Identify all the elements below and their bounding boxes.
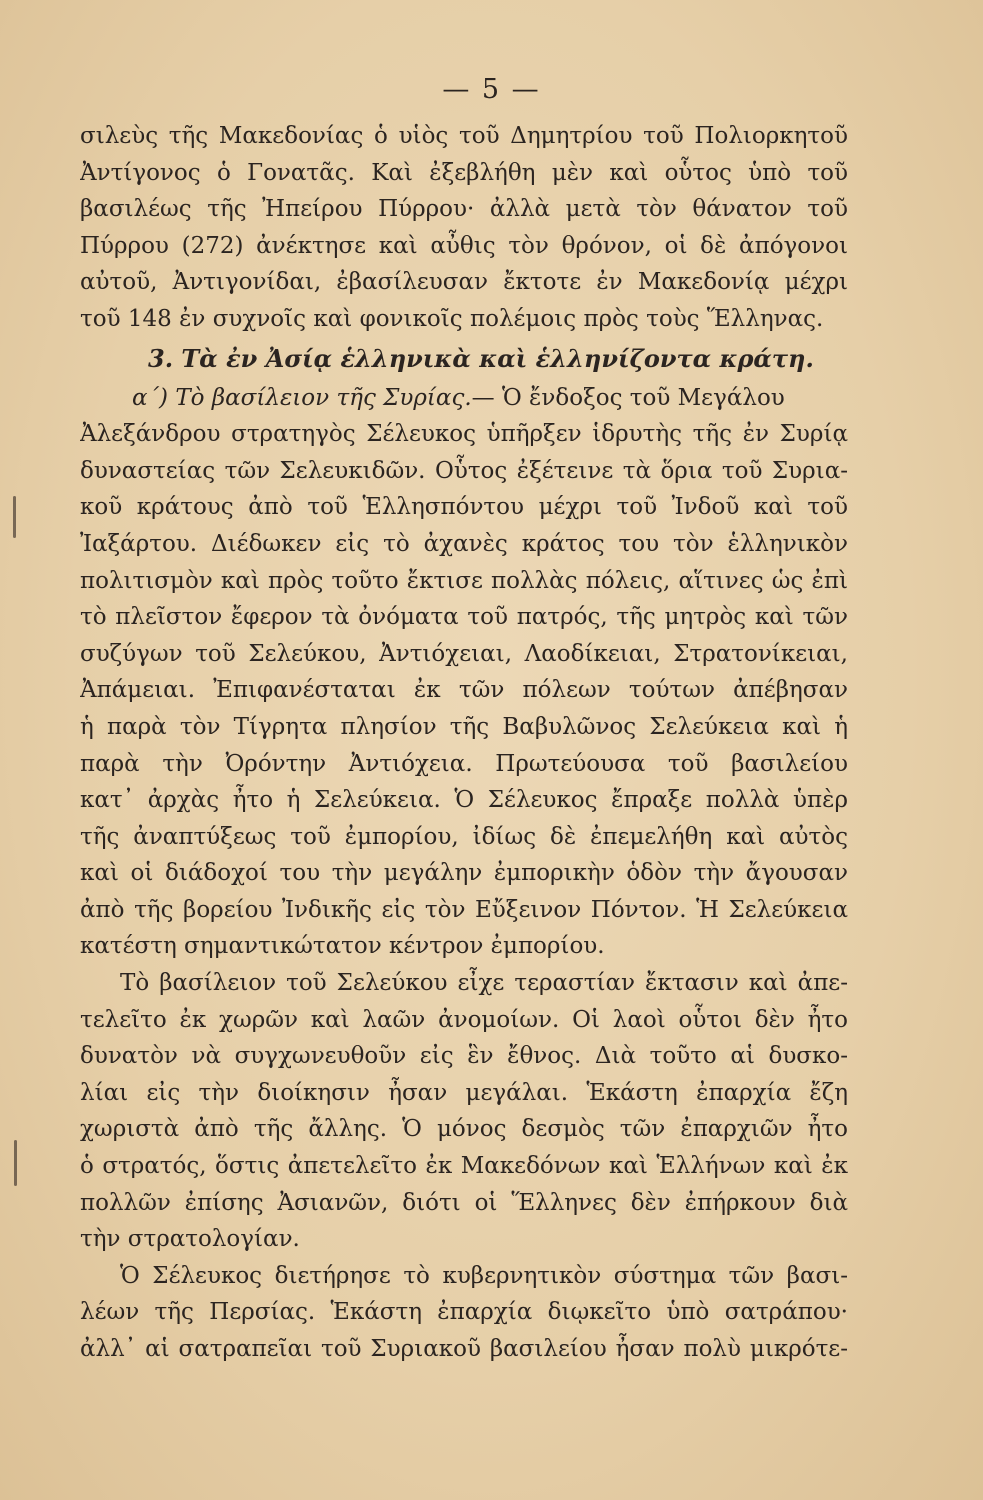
text-line: ἀλλ᾽ αἱ σατραπεῖαι τοῦ Συριακοῦ βασιλείου ἦσαν πολὺ μικρότε- — [80, 1336, 848, 1362]
text-line: βασιλέως τῆς Ἠπείρου Πύρρου· ἀλλὰ μετὰ τὸν θάνατον τοῦ — [80, 196, 848, 223]
text-line: κατ᾽ ἀρχὰς ἦτο ἡ Σελεύκεια. Ὁ Σέλευκος ἔπραξε πολλὰ ὑπὲρ — [80, 787, 848, 814]
paragraph-4 — [80, 1258, 848, 1368]
text-line: αὐτοῦ, Ἀντιγονίδαι, ἐβασίλευσαν ἔκτοτε ἐν Μακεδονίᾳ μέχρι — [80, 269, 848, 296]
text-line: τοῦ 148 ἐν συχνοῖς καὶ φονικοῖς πολέμοις πρὸς τοὺς Ἕλληνας. — [80, 305, 824, 332]
text-line: ὁ στρατός, ὅστις ἀπετελεῖτο ἐκ Μακεδόνων καὶ Ἑλλήνων καὶ ἐκ — [80, 1153, 848, 1180]
text-line: δυνατὸν νὰ συγχωνευθοῦν εἰς ἓν ἔθνος. Διὰ τοῦτο αἱ δυσκο- — [80, 1043, 848, 1070]
text-line: κατέστη σημαντικώτατον κέντρον ἐμπορίου. — [80, 933, 605, 960]
text-line: συζύγων τοῦ Σελεύκου, Ἀντιόχειαι, Λαοδίκειαι, Στρατονίκειαι, — [80, 640, 848, 667]
paragraph-2 — [80, 416, 848, 965]
text-line: Ἰαξάρτου. Διέδωκεν εἰς τὸ ἀχανὲς κράτος του τὸν ἑλληνικὸν — [80, 530, 848, 557]
text-line: καὶ οἱ διάδοχοί του τὴν μεγάλην ἐμπορικὴν ὁδὸν τὴν ἄγουσαν — [80, 860, 848, 887]
text-line: λίαι εἰς τὴν διοίκησιν ἦσαν μεγάλαι. Ἑκάστη ἐπαρχία ἔζη — [80, 1079, 848, 1106]
text-line: τελεῖτο ἐκ χωρῶν καὶ λαῶν ἀνομοίων. Οἱ λαοὶ οὗτοι δὲν ἦτο — [80, 1006, 848, 1033]
page-number: — 5 — — [442, 74, 541, 105]
text-line: Ἀντίγονος ὁ Γονατᾶς. Καὶ ἐξεβλήθη μὲν καὶ οὗτος ὑπὸ τοῦ — [80, 159, 848, 186]
text-line: Ἀλεξάνδρου στρατηγὸς Σέλευκος ὑπῆρξεν ἱδρυτὴς τῆς ἐν Συρίᾳ — [80, 421, 848, 448]
text-line: χωριστὰ ἀπὸ τῆς ἄλλης. Ὁ μόνος δεσμὸς τῶν ἐπαρχιῶν ἦτο — [80, 1116, 848, 1143]
text-line: δυναστείας τῶν Σελευκιδῶν. Οὗτος ἐξέτεινε τὰ ὅρια τοῦ Συρια- — [80, 457, 848, 484]
text-line: πολιτισμὸν καὶ πρὸς τοῦτο ἔκτισε πολλὰς πόλεις, αἵτινες ὡς ἐπὶ — [80, 567, 848, 594]
text-line: Πύρρου (272) ἀνέκτησε καὶ αὖθις τὸν θρόνον, οἱ δὲ ἀπόγονοι — [80, 232, 848, 259]
text-line: πολλῶν ἐπίσης Ἀσιανῶν, διότι οἱ Ἕλληνες δὲν ἐπήρκουν διὰ — [80, 1189, 848, 1216]
text-line: Ἀπάμειαι. Ἐπιφανέσταται ἐκ τῶν πόλεων τούτων ἀπέβησαν — [80, 677, 848, 704]
subsection-heading — [80, 380, 848, 417]
text-line: τὸ πλεῖστον ἔφερον τὰ ὀνόματα τοῦ πατρός, τῆς μητρὸς καὶ τῶν — [80, 604, 848, 631]
text-line: λέων τῆς Περσίας. Ἑκάστη ἐπαρχία διῳκεῖτο ὑπὸ σατράπου· — [80, 1299, 848, 1326]
subsection-title: α΄) Τὸ βασίλειον τῆς Συρίας. — [132, 384, 472, 411]
text-line: Ὁ Σέλευκος διετήρησε τὸ κυβερνητικὸν σύστημα τῶν βασι- — [120, 1262, 848, 1289]
text-line: τῆς ἀναπτύξεως τοῦ ἐμπορίου, ἰδίως δὲ ἐπεμελήθη καὶ αὐτὸς — [80, 823, 848, 850]
text-line: ἡ παρὰ τὸν Τίγρητα πλησίον τῆς Βαβυλῶνος Σελεύκεια καὶ ἡ — [80, 713, 848, 740]
section-heading: 3. Τὰ ἐν Ἀσίᾳ ἑλληνικὰ καὶ ἑλληνίζοντα κράτη. — [148, 343, 814, 373]
text-line: Τὸ βασίλειον τοῦ Σελεύκου εἶχε τεραστίαν ἔκτασιν καὶ ἀπε- — [120, 970, 848, 997]
page-text — [80, 118, 848, 1368]
margin-mark — [13, 496, 16, 538]
text-line: σιλεὺς τῆς Μακεδονίας ὁ υἱὸς τοῦ Δημητρίου τοῦ Πολιορκητοῦ — [80, 123, 848, 149]
text-line: κοῦ κράτους ἀπὸ τοῦ Ἑλλησπόντου μέχρι τοῦ Ἰνδοῦ καὶ τοῦ — [80, 494, 848, 521]
text-line: τὴν στρατολογίαν. — [80, 1226, 300, 1253]
text-line: ἀπὸ τῆς βορείου Ἰνδικῆς εἰς τὸν Εὔξεινον Πόντον. Ἡ Σελεύκεια — [80, 896, 848, 923]
paragraph-3 — [80, 965, 848, 1258]
paragraph-1 — [80, 118, 848, 338]
text-line: παρὰ τὴν Ὀρόντην Ἀντιόχεια. Πρωτεύουσα τοῦ βασιλείου — [80, 750, 848, 777]
subsection-text: — Ὁ ἔνδοξος τοῦ Μεγάλου — [471, 384, 785, 411]
margin-mark — [14, 1140, 17, 1186]
